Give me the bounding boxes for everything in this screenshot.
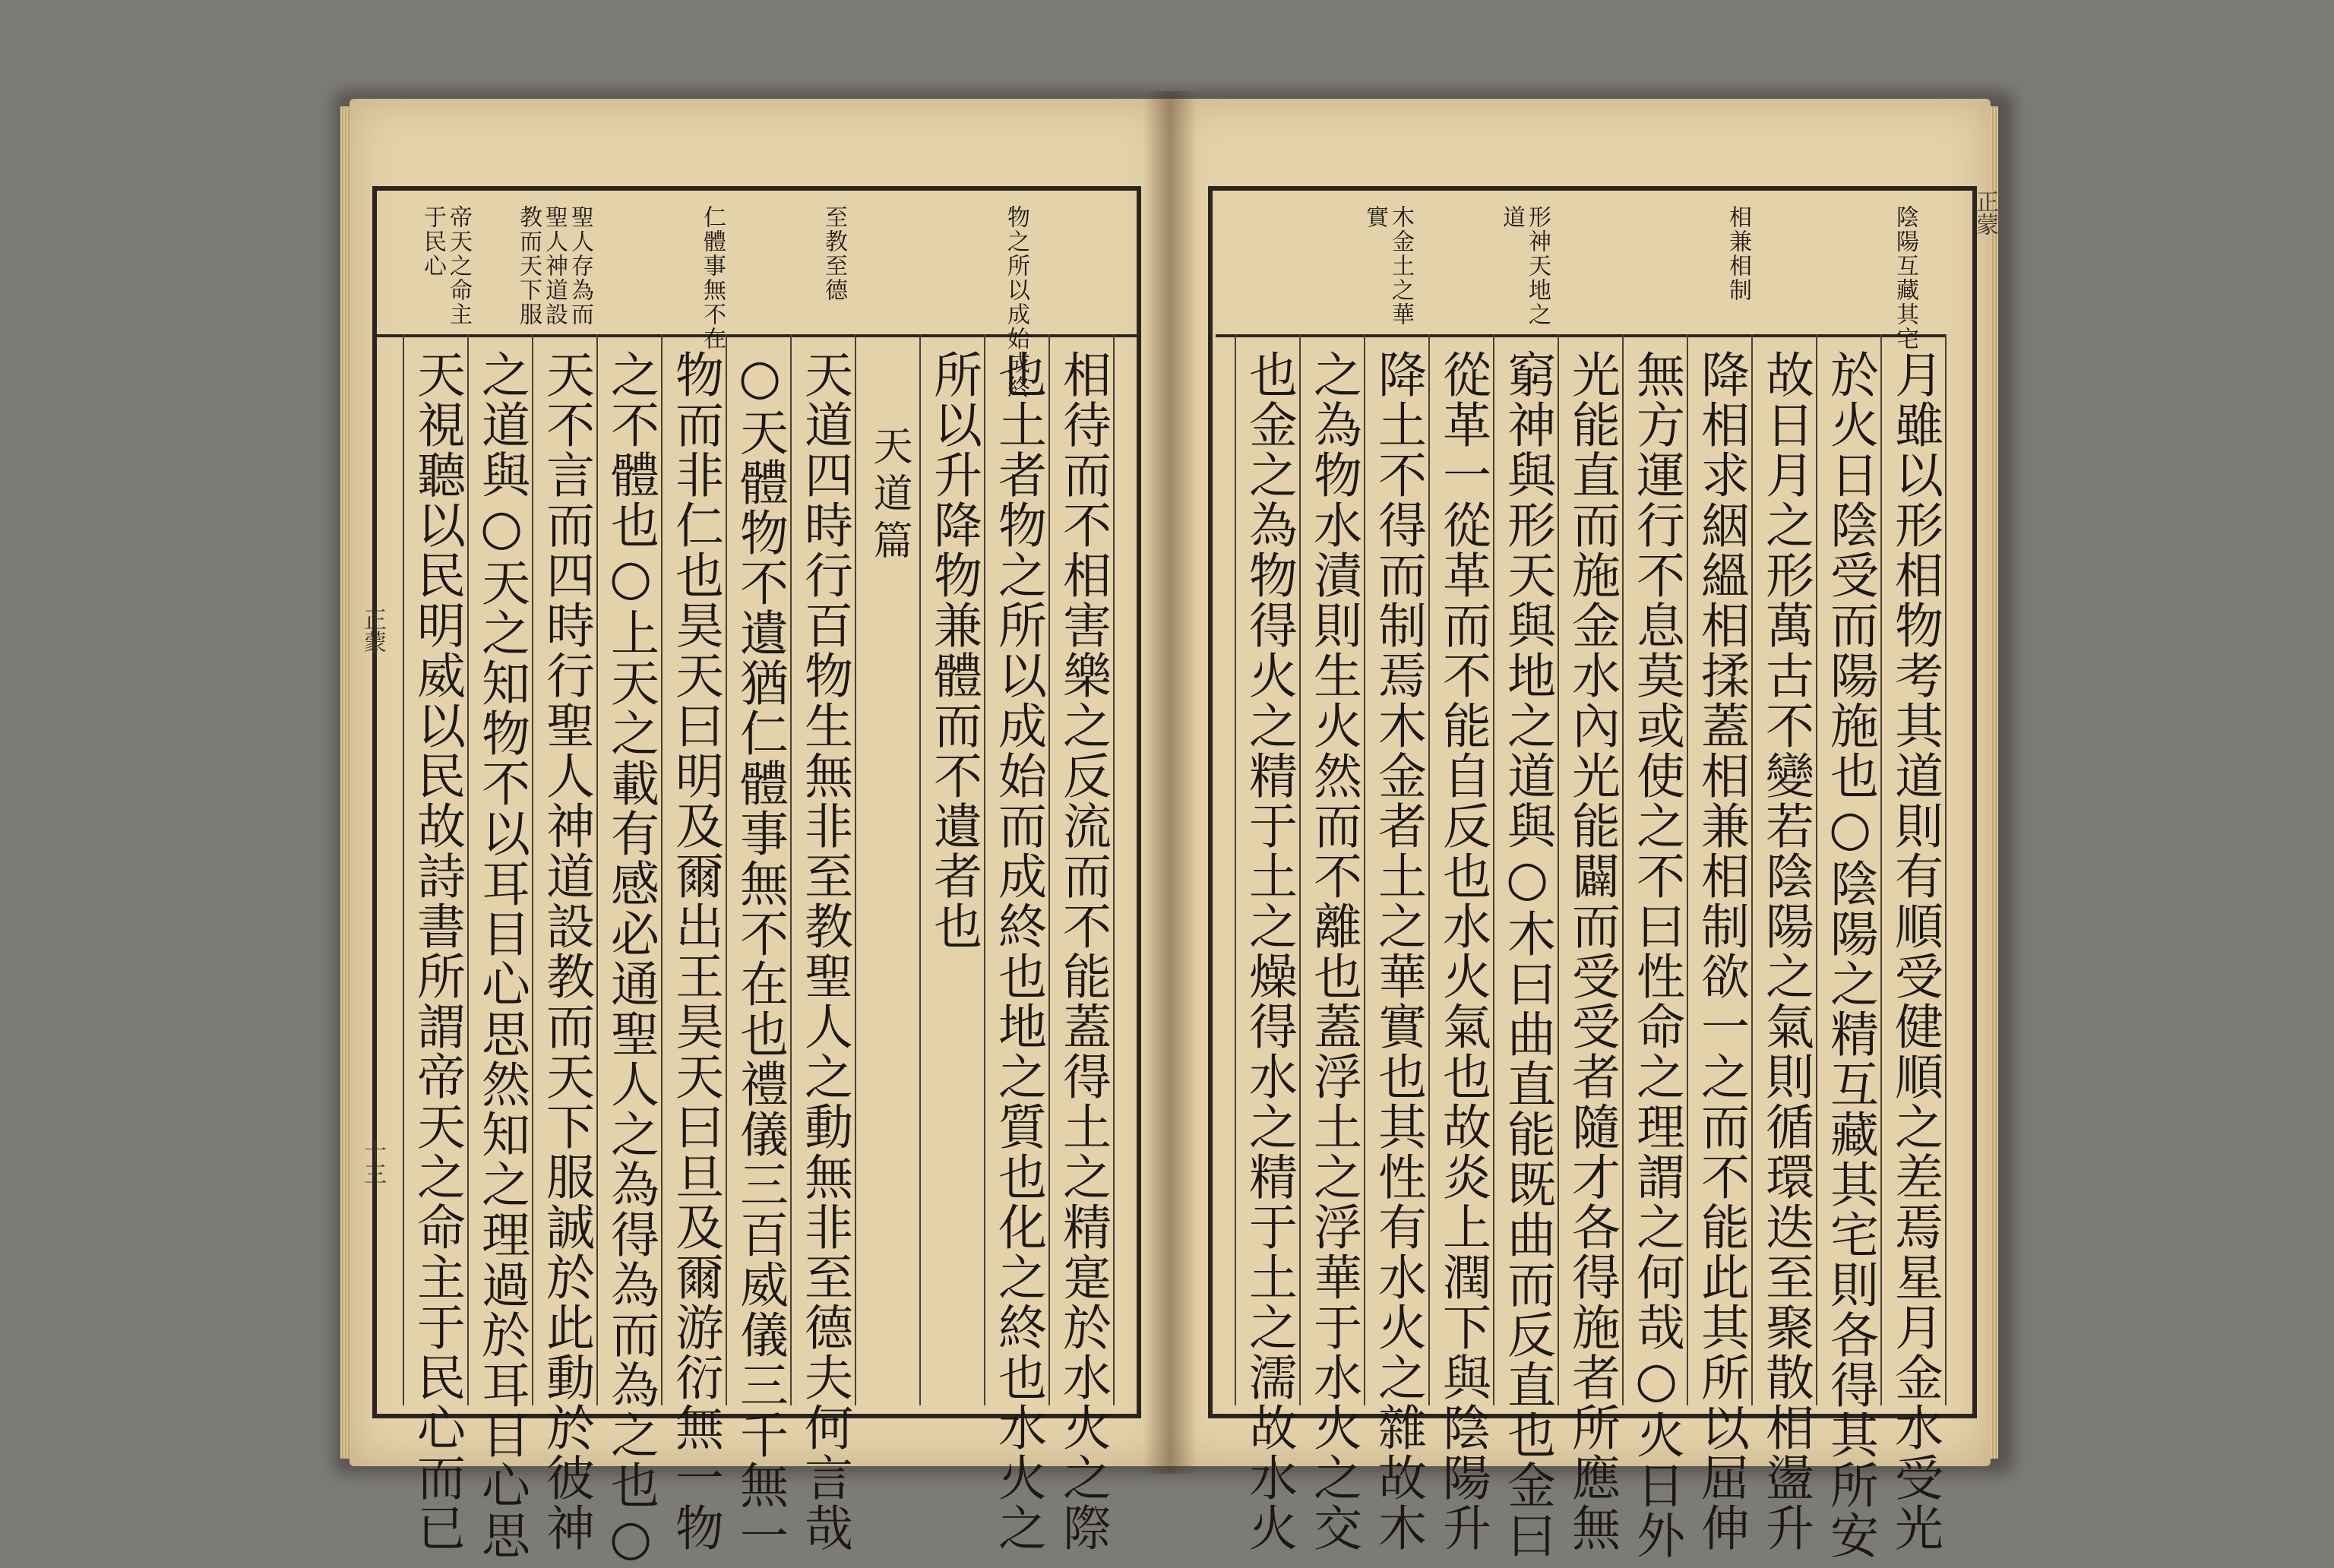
left-text-column: 也土者物之所以成始而成終也地之質也化之終也水火之 (990, 349, 1046, 1553)
right-text-column: 降土不得而制焉木金者土之華實也其性有水火之雜故木 (1370, 349, 1426, 1553)
left-text-column: 相待而不相害樂之反流而不能蓋得土之精寔於水火之際 (1055, 349, 1111, 1553)
left-margin-label: 正蒙 (359, 608, 386, 653)
right-text-column: 光能直而施金水內光能闢而受受者隨才各得施者所應無 (1564, 349, 1620, 1553)
right-head-note: 形神天地之道 (1498, 205, 1551, 327)
right-text-column: 也金之為物得火之精于土之燥得水之精于土之濡故水火 (1241, 349, 1297, 1553)
left-head-note: 至教至德 (821, 205, 847, 302)
right-text-column: 從革一從革而不能自反也水火氣也故炎上潤下與陰陽升 (1434, 349, 1491, 1553)
section-title: 天道篇 (866, 425, 912, 567)
left-text-column: 天不言而四時行聖人神道設教而天下服誠於此動於彼神 (538, 349, 594, 1553)
left-text-column: 之不體也○上天之載有感必通聖人之為得為而為之也○ (602, 349, 659, 1568)
right-text-column: 月雖以形相物考其道則有順受健順之差焉星月金水受光 (1886, 349, 1943, 1553)
right-text-column: 窮神與形天與地之道與○木曰曲直能既曲而反直也金曰 (1499, 349, 1555, 1560)
right-text-column: 無方運行不息莫或使之不曰性命之理謂之何哉○火日外 (1628, 349, 1684, 1560)
left-head-note: 帝天之命主于民心 (419, 205, 472, 327)
right-text-column: 降相求絪縕相揉蓋相兼相制欲一之而不能此其所以屈伸 (1693, 349, 1749, 1553)
left-text-column: 所以升降物兼體而不遺者也 (925, 349, 982, 951)
left-text-column: 天道四時行百物生無非至教聖人之動無非至德夫何言哉 (796, 349, 852, 1553)
left-head-note: 仁體事無不在 (699, 205, 726, 351)
right-head-note: 相兼相制 (1725, 205, 1751, 302)
right-head-rule (1216, 334, 1945, 337)
book-spine (1143, 91, 1197, 1474)
right-text-column: 於火日陰受而陽施也○陰陽之精互藏其宅則各得其所安 (1822, 349, 1878, 1560)
right-text-column: 故日月之形萬古不變若陰陽之氣則循環迭至聚散相盪升 (1757, 349, 1814, 1553)
right-text-column: 之為物水漬則生火然而不離也蓋浮土之浮華于水火之交 (1305, 349, 1362, 1553)
right-head-note: 陰陽互藏其宅 (1892, 205, 1918, 351)
left-text-column: ○天體物不遺猶仁體事無不在也禮儀三百威儀三千無一 (732, 349, 788, 1560)
left-text-column: 天視聽以民明威以民故詩書所謂帝天之命主于民心而已 (409, 349, 465, 1553)
page-number: 十三 (359, 1140, 386, 1185)
left-text-column: 之道與○天之知物不以耳目心思然知之理過於耳目心思 (473, 349, 530, 1560)
left-head-note: 物之所以成始成終 (1003, 205, 1029, 400)
left-text-column: 物而非仁也昊天曰明及爾出王昊天曰旦及爾游衍無一物 (667, 349, 723, 1553)
right-margin-label: 正蒙 (1972, 190, 1998, 236)
left-head-note: 聖人存為而聖人神道設教而天下服 (515, 205, 593, 327)
right-head-note: 木金土之華實 (1362, 205, 1414, 327)
